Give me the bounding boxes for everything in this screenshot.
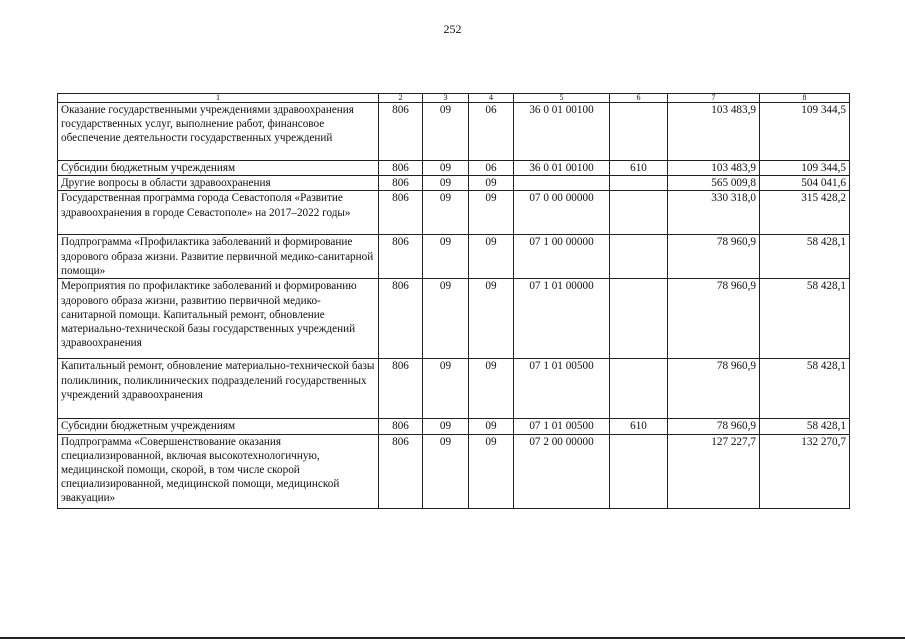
row-vr bbox=[610, 176, 668, 191]
table-row bbox=[58, 419, 850, 434]
row-pr: 09 bbox=[469, 434, 514, 508]
row-pr: 09 bbox=[469, 235, 514, 279]
row-sum-1: 127 227,7 bbox=[668, 434, 760, 508]
row-rz: 09 bbox=[423, 235, 469, 279]
row-grbs: 806 bbox=[379, 419, 423, 434]
row-grbs: 806 bbox=[379, 279, 423, 359]
page-number: 252 bbox=[443, 22, 462, 36]
row-name: Оказание государственными учреждениями здравоохранения государственных услуг, выполнение работ, финансовое обеспечение деятельности государственных учреждений bbox=[58, 103, 379, 161]
table-row bbox=[58, 191, 850, 235]
row-vr: 610 bbox=[610, 161, 668, 176]
row-name: Субсидии бюджетным учреждениям bbox=[58, 161, 379, 176]
column-header: 8 bbox=[760, 94, 850, 103]
row-grbs: 806 bbox=[379, 191, 423, 235]
row-vr bbox=[610, 359, 668, 419]
row-name: Субсидии бюджетным учреждениям bbox=[58, 419, 379, 434]
table-row bbox=[58, 434, 850, 508]
column-header: 5 bbox=[514, 94, 610, 103]
row-vr bbox=[610, 434, 668, 508]
row-grbs: 806 bbox=[379, 161, 423, 176]
row-grbs: 806 bbox=[379, 359, 423, 419]
row-csr: 07 1 00 00000 bbox=[514, 235, 610, 279]
row-pr: 09 bbox=[469, 176, 514, 191]
row-grbs: 806 bbox=[379, 235, 423, 279]
row-name: Другие вопросы в области здравоохранения bbox=[58, 176, 379, 191]
row-csr: 36 0 01 00100 bbox=[514, 103, 610, 161]
column-header-row bbox=[58, 94, 850, 103]
row-sum-2: 58 428,1 bbox=[760, 235, 850, 279]
row-vr bbox=[610, 279, 668, 359]
row-vr: 610 bbox=[610, 419, 668, 434]
row-pr: 06 bbox=[469, 161, 514, 176]
row-sum-1: 78 960,9 bbox=[668, 235, 760, 279]
budget-table bbox=[57, 93, 850, 509]
row-sum-2: 58 428,1 bbox=[760, 359, 850, 419]
row-rz: 09 bbox=[423, 176, 469, 191]
row-pr: 06 bbox=[469, 103, 514, 161]
row-csr: 07 0 00 00000 bbox=[514, 191, 610, 235]
table-row bbox=[58, 235, 850, 279]
row-grbs: 806 bbox=[379, 103, 423, 161]
row-name: Мероприятия по профилактике заболеваний и формированию здорового образа жизни, развитию первичной медико-санитарной помощи. Капитальный ремонт, обновление материально-технической базы государственных учреждений здравоохранения bbox=[58, 279, 379, 359]
row-sum-2: 504 041,6 bbox=[760, 176, 850, 191]
row-pr: 09 bbox=[469, 279, 514, 359]
table-row bbox=[58, 279, 850, 359]
row-rz: 09 bbox=[423, 419, 469, 434]
row-sum-1: 78 960,9 bbox=[668, 359, 760, 419]
row-rz: 09 bbox=[423, 434, 469, 508]
row-sum-1: 78 960,9 bbox=[668, 279, 760, 359]
column-header: 7 bbox=[668, 94, 760, 103]
row-rz: 09 bbox=[423, 161, 469, 176]
row-name: Подпрограмма «Профилактика заболеваний и формирование здорового образа жизни. Развитие первичной медико-санитарной помощи» bbox=[58, 235, 379, 279]
table-row bbox=[58, 161, 850, 176]
row-sum-2: 58 428,1 bbox=[760, 279, 850, 359]
row-csr: 36 0 01 00100 bbox=[514, 161, 610, 176]
column-header: 3 bbox=[423, 94, 469, 103]
row-csr: 07 1 01 00500 bbox=[514, 419, 610, 434]
row-sum-2: 58 428,1 bbox=[760, 419, 850, 434]
row-sum-2: 109 344,5 bbox=[760, 103, 850, 161]
row-sum-1: 103 483,9 bbox=[668, 161, 760, 176]
column-header: 4 bbox=[469, 94, 514, 103]
table-row bbox=[58, 176, 850, 191]
row-vr bbox=[610, 191, 668, 235]
row-rz: 09 bbox=[423, 103, 469, 161]
column-header: 6 bbox=[610, 94, 668, 103]
table-row bbox=[58, 103, 850, 161]
row-sum-1: 103 483,9 bbox=[668, 103, 760, 161]
row-grbs: 806 bbox=[379, 176, 423, 191]
row-rz: 09 bbox=[423, 191, 469, 235]
row-csr: 07 1 01 00500 bbox=[514, 359, 610, 419]
row-sum-1: 78 960,9 bbox=[668, 419, 760, 434]
row-pr: 09 bbox=[469, 191, 514, 235]
row-pr: 09 bbox=[469, 419, 514, 434]
row-sum-1: 565 009,8 bbox=[668, 176, 760, 191]
row-vr bbox=[610, 103, 668, 161]
row-rz: 09 bbox=[423, 359, 469, 419]
scan-edge-line bbox=[0, 637, 905, 639]
row-csr: 07 1 01 00000 bbox=[514, 279, 610, 359]
row-sum-2: 132 270,7 bbox=[760, 434, 850, 508]
row-csr bbox=[514, 176, 610, 191]
row-sum-2: 109 344,5 bbox=[760, 161, 850, 176]
row-name: Подпрограмма «Совершенствование оказания специализированной, включая высокотехнологичную, медицинской помощи, скорой, в том числе скорой специализированной, медицинской помощи, медицинской эвакуации» bbox=[58, 434, 379, 508]
row-sum-2: 315 428,2 bbox=[760, 191, 850, 235]
column-header: 2 bbox=[379, 94, 423, 103]
row-name: Государственная программа города Севастополя «Развитие здравоохранения в городе Севастополе» на 2017–2022 годы» bbox=[58, 191, 379, 235]
row-pr: 09 bbox=[469, 359, 514, 419]
row-name: Капитальный ремонт, обновление материально-технической базы поликлиник, поликлинических подразделений государственных учреждений здравоохранения bbox=[58, 359, 379, 419]
row-rz: 09 bbox=[423, 279, 469, 359]
row-grbs: 806 bbox=[379, 434, 423, 508]
row-sum-1: 330 318,0 bbox=[668, 191, 760, 235]
column-header: 1 bbox=[58, 94, 379, 103]
table-row bbox=[58, 359, 850, 419]
row-csr: 07 2 00 00000 bbox=[514, 434, 610, 508]
row-vr bbox=[610, 235, 668, 279]
